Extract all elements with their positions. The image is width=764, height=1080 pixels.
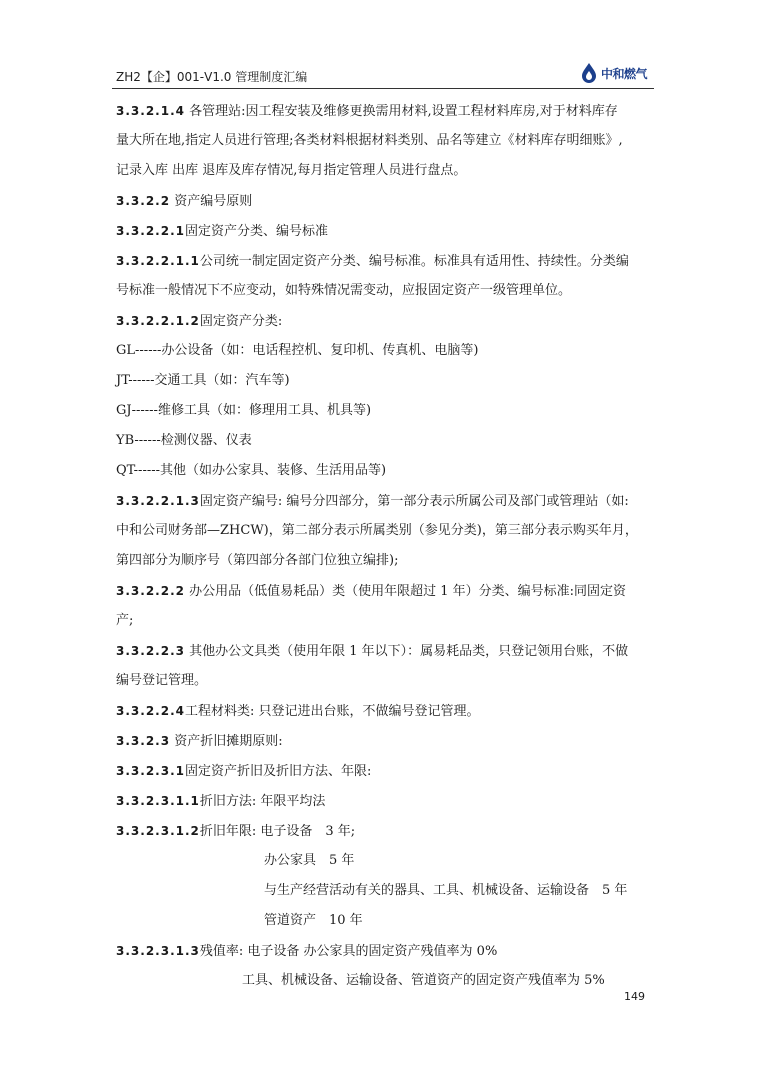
- text-line: [116, 816, 656, 846]
- section-number: 3.3.2.3.1.2: [116, 824, 200, 838]
- line-text: GJ------维修工具（如：修理用工具、机具等): [116, 403, 372, 418]
- line-text: 产;: [116, 613, 134, 628]
- line-text: 工具、机械设备、运输设备、管道资产的固定资产残值率为 5%: [242, 973, 605, 988]
- section-number: 3.3.2.3: [116, 734, 171, 748]
- section-number: 3.3.2.2.1.2: [116, 314, 200, 328]
- section-number: 3.3.2.2.1: [116, 224, 185, 238]
- header-divider: [112, 88, 654, 89]
- text-line: [116, 666, 656, 696]
- line-text: 记录入库 出库 退库及库存情况,每月指定管理人员进行盘点。: [116, 163, 467, 178]
- text-line: [116, 396, 656, 426]
- text-line: [116, 366, 656, 396]
- text-line: [116, 636, 656, 666]
- text-line: [116, 786, 656, 816]
- line-text: YB------检测仪器、仪表: [116, 433, 252, 448]
- document-body: [116, 96, 656, 996]
- line-text: 号标准一般情况下不应变动，如特殊情况需变动，应报固定资产一级管理单位。: [116, 283, 572, 298]
- line-text: 固定资产分类、编号标准: [184, 224, 328, 239]
- section-number: 3.3.2.2.3: [116, 644, 185, 658]
- text-line: [116, 426, 656, 456]
- text-line: [116, 936, 656, 966]
- text-line: [116, 246, 656, 276]
- text-line: [116, 966, 656, 996]
- text-line: [116, 606, 656, 636]
- text-line: [116, 906, 656, 936]
- page-number: 149: [624, 990, 645, 1003]
- flame-drop-icon: [580, 62, 598, 84]
- text-line: [116, 576, 656, 606]
- running-header-title: ZH2【企】001-V1.0 管理制度汇编: [116, 70, 308, 84]
- line-text: 折旧年限: 电子设备 3 年;: [199, 824, 356, 839]
- logo-text: 中和燃气: [601, 66, 648, 81]
- text-line: [116, 336, 656, 366]
- text-line: [116, 546, 656, 576]
- text-line: [116, 126, 656, 156]
- text-line: [116, 216, 656, 246]
- company-logo: [580, 60, 647, 86]
- section-number: 3.3.2.1.4: [116, 104, 185, 118]
- text-line: [116, 876, 656, 906]
- text-line: [116, 306, 656, 336]
- line-text: 资产折旧摊期原则:: [170, 734, 283, 749]
- line-text: 固定资产编号: 编号分四部分，第一部分表示所属公司及部门或管理站（如:: [199, 494, 629, 509]
- line-text: 与生产经营活动有关的器具、工具、机械设备、运输设备 5 年: [264, 883, 628, 898]
- line-text: 第四部分为顺序号（第四部分各部门位独立编排);: [116, 553, 399, 568]
- line-text: 其他办公文具类（使用年限 1 年以下）：属易耗品类，只登记领用台账，不做: [184, 644, 629, 659]
- section-number: 3.3.2.3.1.3: [116, 944, 200, 958]
- line-text: 各管理站:因工程安装及维修更换需用材料,设置工程材料库房,对于材料库存: [184, 104, 618, 119]
- line-text: 固定资产分类:: [199, 314, 283, 329]
- line-text: 折旧方法: 年限平均法: [199, 794, 326, 809]
- text-line: [116, 486, 656, 516]
- line-text: 工程材料类: 只登记进出台账，不做编号登记管理。: [184, 704, 480, 719]
- text-line: [116, 756, 656, 786]
- section-number: 3.3.2.2.4: [116, 704, 185, 718]
- line-text: 办公家具 5 年: [264, 853, 355, 868]
- line-text: 管道资产 10 年: [264, 913, 363, 928]
- line-text: 固定资产折旧及折旧方法、年限:: [184, 764, 372, 779]
- text-line: [116, 696, 656, 726]
- section-number: 3.3.2.3.1: [116, 764, 185, 778]
- section-number: 3.3.2.2: [116, 194, 171, 208]
- line-text: 办公用品（低值易耗品）类（使用年限超过 1 年）分类、编号标准:同固定资: [184, 584, 627, 599]
- text-line: [116, 846, 656, 876]
- text-line: [116, 456, 656, 486]
- text-line: [116, 276, 656, 306]
- section-number: 3.3.2.2.1.1: [116, 254, 200, 268]
- line-text: 公司统一制定固定资产分类、编号标准。标准具有适用性、持续性。分类编: [199, 254, 629, 269]
- section-number: 3.3.2.2.2: [116, 584, 185, 598]
- section-number: 3.3.2.3.1.1: [116, 794, 200, 808]
- section-number: 3.3.2.2.1.3: [116, 494, 200, 508]
- text-line: [116, 186, 656, 216]
- line-text: GL------办公设备（如：电话程控机、复印机、传真机、电脑等): [116, 343, 479, 358]
- text-line: [116, 156, 656, 186]
- text-line: [116, 516, 656, 546]
- line-text: 量大所在地,指定人员进行管理;各类材料根据材料类别、品名等建立《材料库存明细账》,: [116, 133, 623, 148]
- line-text: JT------交通工具（如：汽车等): [116, 373, 290, 388]
- text-line: [116, 726, 656, 756]
- line-text: 中和公司财务部—ZHCW)，第二部分表示所属类别（参见分类)，第三部分表示购买年月，: [116, 523, 638, 538]
- line-text: QT------其他（如办公家具、装修、生活用品等): [116, 463, 387, 478]
- line-text: 残值率: 电子设备 办公家具的固定资产残值率为 0%: [199, 944, 498, 959]
- line-text: 资产编号原则: [170, 194, 253, 209]
- text-line: [116, 96, 656, 126]
- line-text: 编号登记管理。: [116, 673, 208, 688]
